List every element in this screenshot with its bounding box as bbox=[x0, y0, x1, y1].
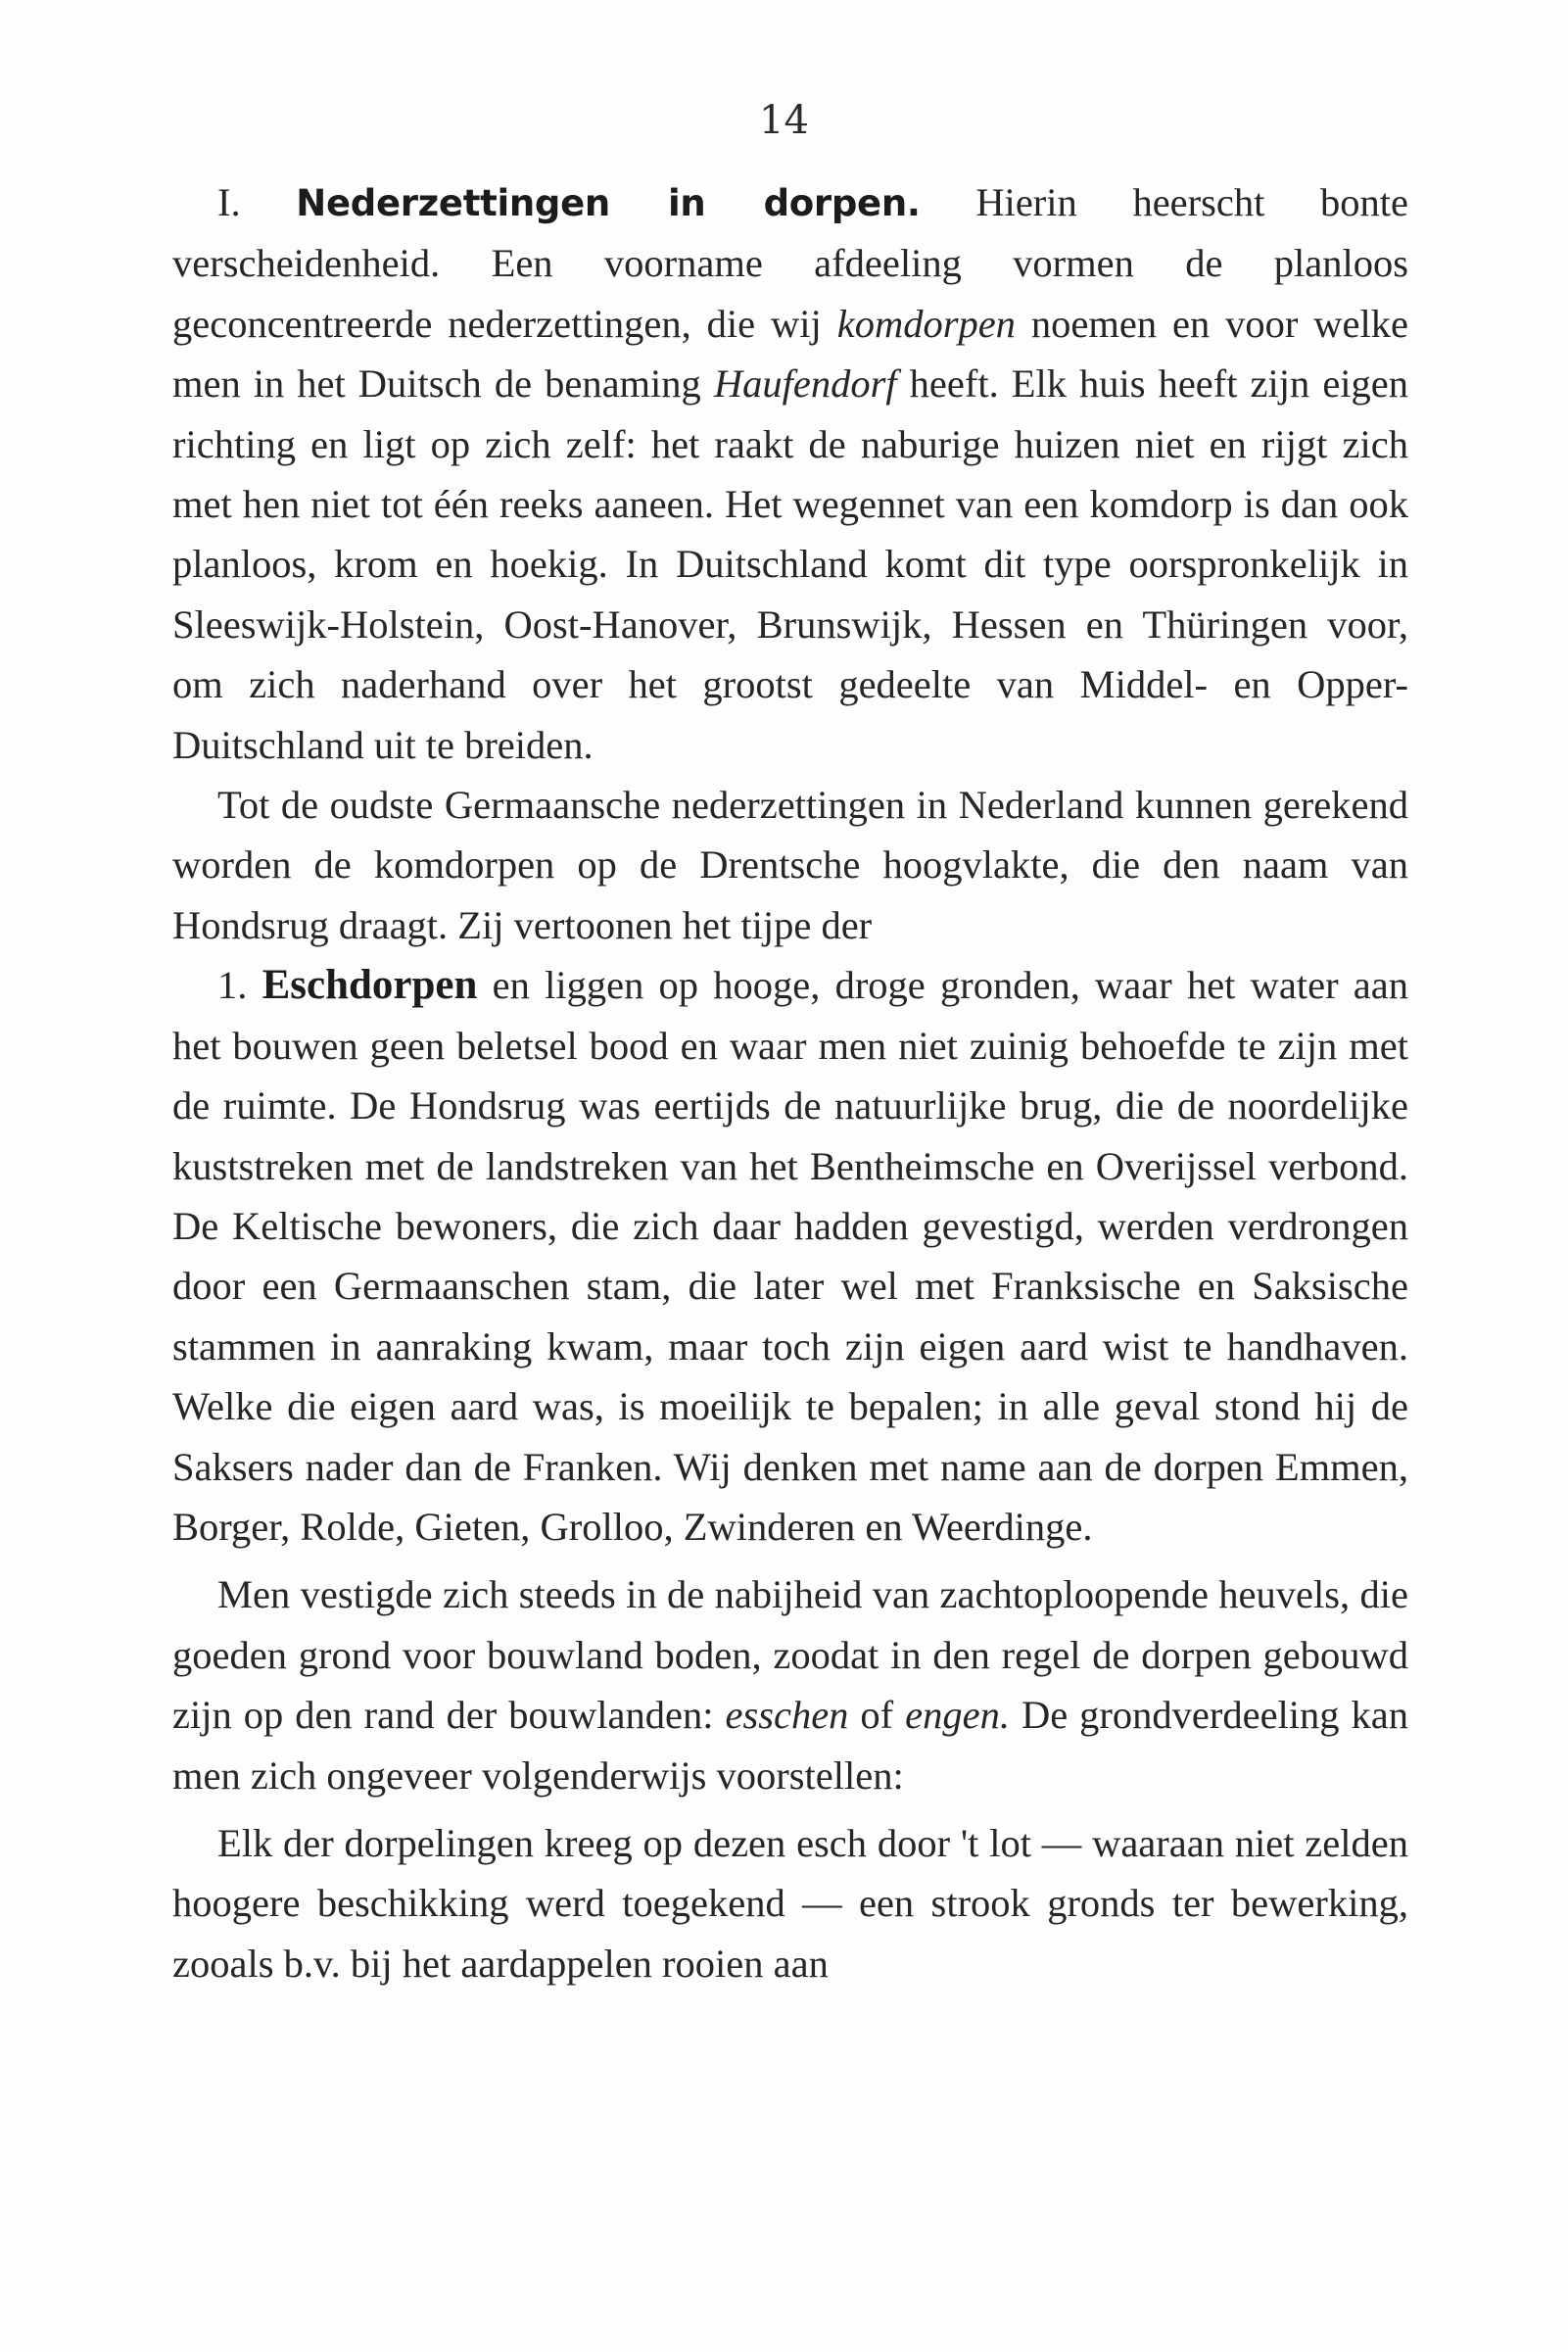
paragraph-land-division bbox=[172, 1564, 1408, 1805]
paragraph-lottery: Elk der dorpelingen kreeg op dezen esch door 't lot — waaraan niet zelden hoogere beschikking werd toegekend — een strook gronds ter bewerking, zooals b.v. bij het aardappelen rooien aan bbox=[172, 1820, 1408, 1986]
paragraph-settlements bbox=[172, 172, 1408, 775]
paragraph-oldest-settlements: Tot de oudste Germaansche nederzettingen in Nederland kunnen gerekend worden de komdorpen op de Drentsche hoogvlakte, die den naam van Hondsrug draagt. Zij vertoonen het tijpe der bbox=[172, 783, 1408, 947]
page-number: 14 bbox=[759, 98, 809, 143]
term-italic: komdorpen bbox=[836, 301, 1016, 346]
paragraph-text: en liggen op hooge, droge gronden, waar het water aan het bouwen geen beletsel bood en waar men niet zuinig behoefde te zijn met de ruimte. De Hondsrug was eertijds de natuurlijke brug, die de noordelijke kuststreken met de landstreken van het Bentheimsche en Overijssel verbond. De Keltische bewoners, die zich daar hadden gevestigd, werden verdrongen door een Germaanschen stam, die later wel met Franksische en Saksische stammen in aanraking kwam, maar toch zijn eigen aard wist te handhaven. Welke die eigen aard was, is moeilijk te bepalen; in alle geval stond hij de Saksers nader dan de Franken. Wij denken met name aan de dorpen Emmen, Borger, Rolde, Gieten, Grolloo, Zwinderen en Weerdinge. bbox=[172, 963, 1408, 1549]
subsection-number: 1. bbox=[217, 963, 248, 1008]
paragraph-eschdorpen bbox=[172, 955, 1408, 1557]
section-number: I. bbox=[217, 180, 241, 224]
term-italic: Haufendorf bbox=[713, 361, 897, 407]
term-italic: esschen bbox=[725, 1693, 849, 1738]
section-heading: Nederzettingen in dorpen. bbox=[296, 182, 921, 224]
paragraph-text: noemen en voor welke men in het Duitsch de benaming bbox=[172, 301, 1408, 407]
body-text bbox=[172, 172, 1408, 1993]
subsection-heading: Eschdorpen bbox=[261, 962, 478, 1009]
paragraph-text: Men vestigde zich steeds in de nabijheid van zachtoploopende heuvels, die goeden grond voor bouwland boden, zoodat in den regel de dorpen gebouwd zijn op den rand der bouwlanden: bbox=[172, 1572, 1408, 1738]
term-italic: engen. bbox=[905, 1693, 1010, 1738]
paragraph-text: Hierin heerscht bonte verscheidenheid. Een voorname afdeeling vormen de planloos geconcentreerde nederzettingen, die wij bbox=[172, 180, 1409, 346]
paragraph-text: of bbox=[860, 1693, 894, 1738]
paragraph-text: De grondverdeeling kan men zich ongeveer volgenderwijs voorstellen: bbox=[172, 1693, 1409, 1798]
paragraph-text: heeft. Elk huis heeft zijn eigen richting en ligt op zich zelf: het raakt de naburige huizen niet en rijgt zich met hen niet tot één reeks aaneen. Het wegennet van een komdorp is dan ook planloos, krom en hoekig. In Duitschland komt dit type oorspronkelijk in Sleeswijk-Holstein, Oost-Hanover, Brunswijk, Hessen en Thüringen voor, om zich naderhand over het grootst gedeelte van Middel- en Opper-Duitschland uit te breiden. bbox=[172, 361, 1409, 767]
